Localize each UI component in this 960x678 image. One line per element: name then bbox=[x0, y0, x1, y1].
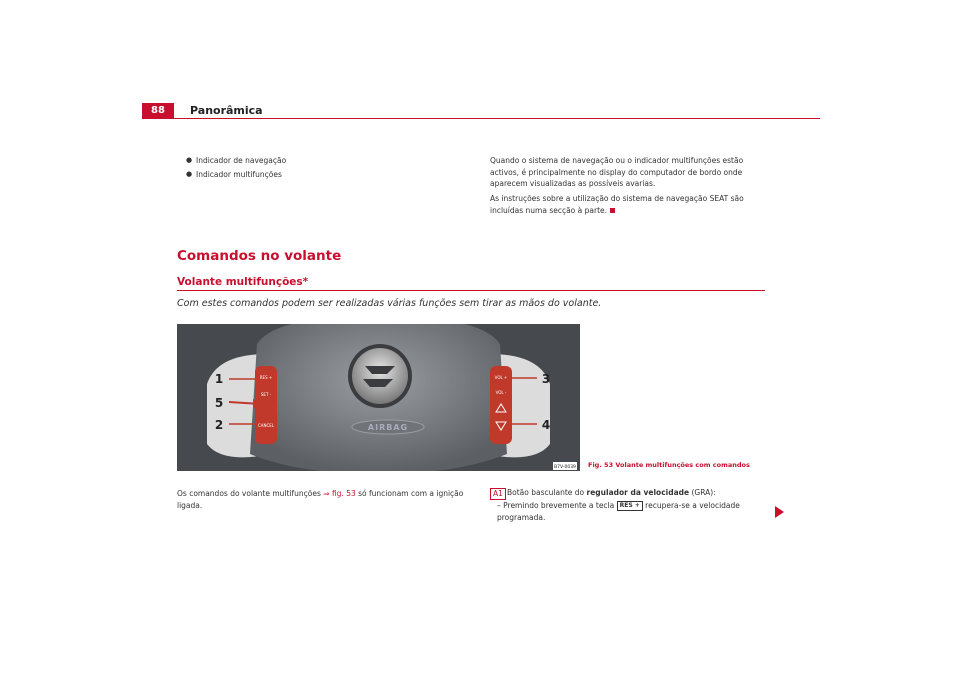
page-heading: Panorâmica bbox=[190, 104, 263, 117]
figure-code: B7V-0039 bbox=[554, 465, 576, 470]
header-rule bbox=[142, 118, 820, 119]
button-label: SET - bbox=[260, 392, 272, 397]
figure-caption: Fig. 53 Volante multifunções com comandos bbox=[588, 461, 750, 469]
item-text-suffix: (GRA): bbox=[689, 488, 716, 497]
callout-number: 5 bbox=[214, 396, 224, 410]
button-label: CANCEL bbox=[257, 423, 275, 428]
subpoint-text: – Premindo brevemente a tecla bbox=[497, 501, 617, 510]
paragraph bbox=[490, 193, 770, 216]
bullet-item: ● Indicador multifunções bbox=[196, 170, 282, 179]
steering-wheel-illustration bbox=[177, 324, 580, 471]
body-paragraph bbox=[177, 488, 477, 511]
bullet-item: ● Indicador de navegação bbox=[196, 156, 286, 165]
subsection-rule bbox=[177, 290, 765, 291]
subsection-title: Volante multifunções* bbox=[177, 276, 309, 288]
item-text-bold: regulador da velocidade bbox=[586, 488, 690, 497]
key-label: RES + bbox=[617, 501, 643, 511]
body-text: só funcionam com a ignição ligada. bbox=[177, 489, 464, 510]
next-page-arrow-icon[interactable] bbox=[775, 506, 784, 518]
end-of-section-icon bbox=[610, 208, 615, 213]
callout-number: 2 bbox=[214, 418, 224, 432]
steering-wheel-figure bbox=[177, 324, 580, 471]
button-label: VOL - bbox=[495, 390, 507, 395]
callout-number: 3 bbox=[541, 372, 551, 386]
item-text bbox=[507, 488, 716, 497]
airbag-label: AIRBAG bbox=[367, 423, 409, 432]
subpoint-text: recupera-se a velocidade programada. bbox=[497, 501, 740, 522]
item-text-prefix: Botão basculante do bbox=[507, 488, 587, 497]
figure-reference-link[interactable]: ⇒ fig. 53 bbox=[323, 489, 356, 498]
item-badge: A1 bbox=[490, 488, 506, 500]
page-number: 88 bbox=[142, 103, 174, 119]
callout-number: 1 bbox=[214, 372, 224, 386]
body-text: Os comandos do volante multifunções bbox=[177, 489, 324, 498]
button-label: VOL + bbox=[494, 375, 508, 380]
item-subpoint bbox=[497, 500, 767, 523]
paragraph: Quando o sistema de navegação ou o indicador multifunções estão activos, é principalmente no display do computador de bordo onde aparecem visualizadas as possíveis avarias. bbox=[490, 156, 744, 188]
callout-number: 4 bbox=[541, 418, 551, 432]
button-label: RES + bbox=[259, 375, 273, 380]
intro-text: Com estes comandos podem ser realizadas várias funções sem tirar as mãos do volante. bbox=[177, 298, 602, 309]
section-title: Comandos no volante bbox=[177, 248, 342, 264]
paragraph-text: As instruções sobre a utilização do sistema de navegação SEAT são incluídas numa secção à parte. bbox=[490, 194, 744, 215]
